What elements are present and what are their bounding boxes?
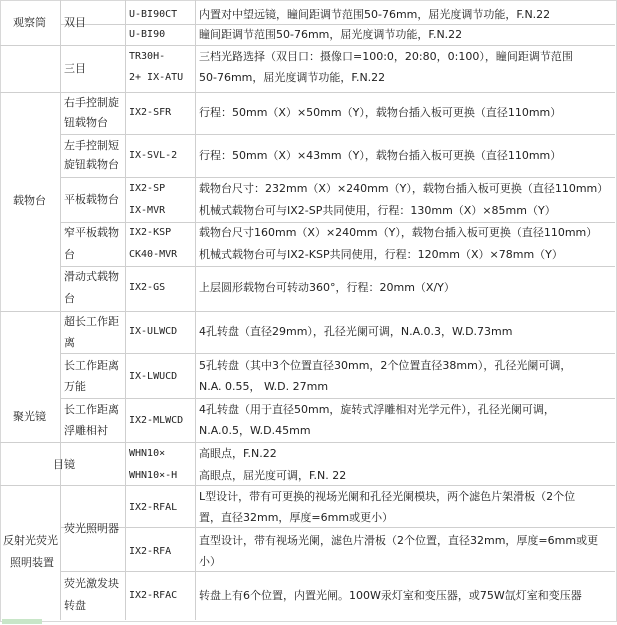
group-fluorescence-line2: 照明装置 — [10, 556, 54, 569]
item-fluorescence-turret: 荧光激发块 — [64, 577, 119, 590]
desc-ix-lwucd: 5孔转盘（其中3个位置直径30mm，2个位置直径38mm），孔径光阑可调， — [199, 359, 572, 372]
desc-whn10x-h: 高眼点，屈光度可调，F.N. 22 — [199, 469, 347, 482]
model-ix2-ksp: IX2-KSP — [129, 227, 172, 238]
desc-ix2-rfal: L型设计，带有可更换的视场光阑和孔径光阑模块，两个滤色片架滑板（2个位 — [199, 490, 576, 503]
item-narrow-stage-line2: 台 — [64, 248, 75, 261]
row-divider — [60, 222, 615, 223]
desc-ix2-rfac: 转盘上有6个位置，内置光闸。100W汞灯室和变压器，或75W氙灯室和变压器 — [199, 589, 582, 602]
row-divider — [0, 45, 615, 46]
model-ix2-gs: IX2-GS — [129, 282, 166, 293]
row-divider — [60, 24, 615, 25]
item-right-knob-stage: 右手控制旋 — [64, 96, 119, 109]
model-u-bi90ct: U-BI90CT — [129, 9, 178, 20]
row-divider — [60, 177, 615, 178]
model-ix-svl-2: IX-SVL-2 — [129, 150, 178, 161]
model-ix2-rfac: IX2-RFAC — [129, 590, 178, 601]
col-divider — [125, 0, 126, 620]
desc-ix-lwucd-line2: N.A. 0.55， W.D. 27mm — [199, 380, 329, 393]
item-lwd-universal-line2: 万能 — [64, 380, 86, 393]
group-stage: 载物台 — [13, 194, 46, 207]
item-binocular: 双目 — [64, 16, 86, 29]
group-observation: 观察筒 — [13, 16, 46, 29]
row-divider — [60, 571, 615, 572]
item-lwd-universal: 长工作距离 — [64, 359, 119, 372]
group-condenser: 聚光镜 — [13, 410, 46, 423]
desc-whn10x: 高眼点，F.N.22 — [199, 447, 277, 460]
desc-u-bi90: 瞳间距调节范围50-76mm，屈光度调节功能，F.N.22 — [199, 28, 463, 41]
desc-ck40-mvr: 机械式载物台可与IX2-KSP共同使用，行程：120mm（X）×78mm（Y） — [199, 248, 563, 261]
item-lwd-relief-line2: 浮雕相衬 — [64, 424, 108, 437]
desc-ix2-sfr: 行程：50mm（X）×50mm（Y），载物台插入板可更换（直径110mm） — [199, 106, 562, 119]
row-divider — [60, 134, 615, 135]
item-ulwd: 超长工作距 — [64, 315, 119, 328]
desc-tr30h-line2: 50-76mm，屈光度调节功能，F.N.22 — [199, 71, 386, 84]
col-divider — [195, 0, 196, 620]
row-divider — [60, 353, 615, 354]
row-divider — [60, 398, 615, 399]
model-tr30h: TR30H- — [129, 51, 166, 62]
desc-tr30h: 三档光路选择（双目口：摄像口=100:0，20:80，0:100），瞳间距调节范围 — [199, 50, 573, 63]
model-ix2-mlwcd: IX2-MLWCD — [129, 415, 184, 426]
col-divider — [60, 0, 61, 620]
model-whn10x: WHN10× — [129, 448, 166, 459]
model-ck40-mvr: CK40-MVR — [129, 249, 178, 260]
row-divider — [0, 92, 615, 93]
model-ix2-rfa: IX2-RFA — [129, 546, 172, 557]
desc-ix2-gs: 上层圆形载物台可转动360°，行程：20mm（X/Y） — [199, 281, 455, 294]
desc-ix2-sp: 载物台尺寸：232mm（X）×240mm（Y），载物台插入板可更换（直径110mm） — [199, 182, 609, 195]
model-u-bi90: U-BI90 — [129, 29, 166, 40]
bottom-edge-mark — [2, 619, 42, 624]
row-divider — [60, 527, 615, 528]
row-divider — [0, 311, 615, 312]
item-right-knob-stage-line2: 钮载物台 — [64, 116, 108, 129]
item-fluorescence-illuminator: 荧光照明器 — [64, 522, 119, 535]
model-ix2-sp: IX2-SP — [129, 183, 166, 194]
desc-ix2-rfa-line2: 小） — [199, 555, 221, 568]
desc-ix2-mlwcd-line2: N.A.0.5，W.D.45mm — [199, 424, 311, 437]
model-whn10x-h: WHN10×-H — [129, 470, 178, 481]
item-gliding-stage: 滑动式载物 — [64, 270, 119, 283]
item-narrow-stage: 窄平板载物 — [64, 226, 119, 239]
item-trinocular: 三目 — [64, 62, 86, 75]
group-fluorescence: 反射光荧光 — [3, 534, 58, 547]
desc-ix-svl-2: 行程：50mm（X）×43mm（Y），载物台插入板可更换（直径110mm） — [199, 149, 562, 162]
desc-ix-mvr: 机械式载物台可与IX2-SP共同使用，行程：130mm（X）×85mm（Y） — [199, 204, 556, 217]
desc-ix-ulwcd: 4孔转盘（直径29mm），孔径光阑可调，N.A.0.3，W.D.73mm — [199, 325, 513, 338]
row-divider — [60, 266, 615, 267]
desc-u-bi90ct: 内置对中望远镜，瞳间距调节范围50-76mm，屈光度调节功能，F.N.22 — [199, 8, 551, 21]
model-ix-lwucd: IX-LWUCD — [129, 371, 178, 382]
group-eyepiece: 目镜 — [53, 458, 75, 471]
row-divider — [0, 442, 615, 443]
desc-ix2-ksp: 载物台尺寸160mm（X）×240mm（Y），载物台插入板可更换（直径110mm） — [199, 226, 598, 239]
desc-ix2-rfal-line2: 置，直径32mm，厚度=6mm或更小） — [199, 511, 394, 524]
item-left-short-knob-stage: 左手控制短 — [64, 139, 119, 152]
item-lwd-relief: 长工作距离 — [64, 403, 119, 416]
item-plain-stage: 平板载物台 — [64, 193, 119, 206]
item-left-short-knob-stage-line2: 旋钮载物台 — [64, 158, 119, 171]
desc-ix2-rfa: 直型设计，带有视场光阑，滤色片滑板（2个位置，直径32mm，厚度=6mm或更 — [199, 534, 599, 547]
row-divider — [0, 485, 615, 486]
desc-ix2-mlwcd: 4孔转盘（用于直径50mm，旋转式浮雕相对光学元件），孔径光阑可调， — [199, 403, 555, 416]
item-gliding-stage-line2: 台 — [64, 292, 75, 305]
item-ulwd-line2: 离 — [64, 336, 75, 349]
model-ix-ulwcd: IX-ULWCD — [129, 326, 178, 337]
model-ix2-rfal: IX2-RFAL — [129, 502, 178, 513]
model-tr30h-line2: 2+ IX-ATU — [129, 72, 184, 83]
item-fluorescence-turret-line2: 转盘 — [64, 599, 86, 612]
model-ix2-sfr: IX2-SFR — [129, 107, 172, 118]
model-ix-mvr: IX-MVR — [129, 205, 166, 216]
